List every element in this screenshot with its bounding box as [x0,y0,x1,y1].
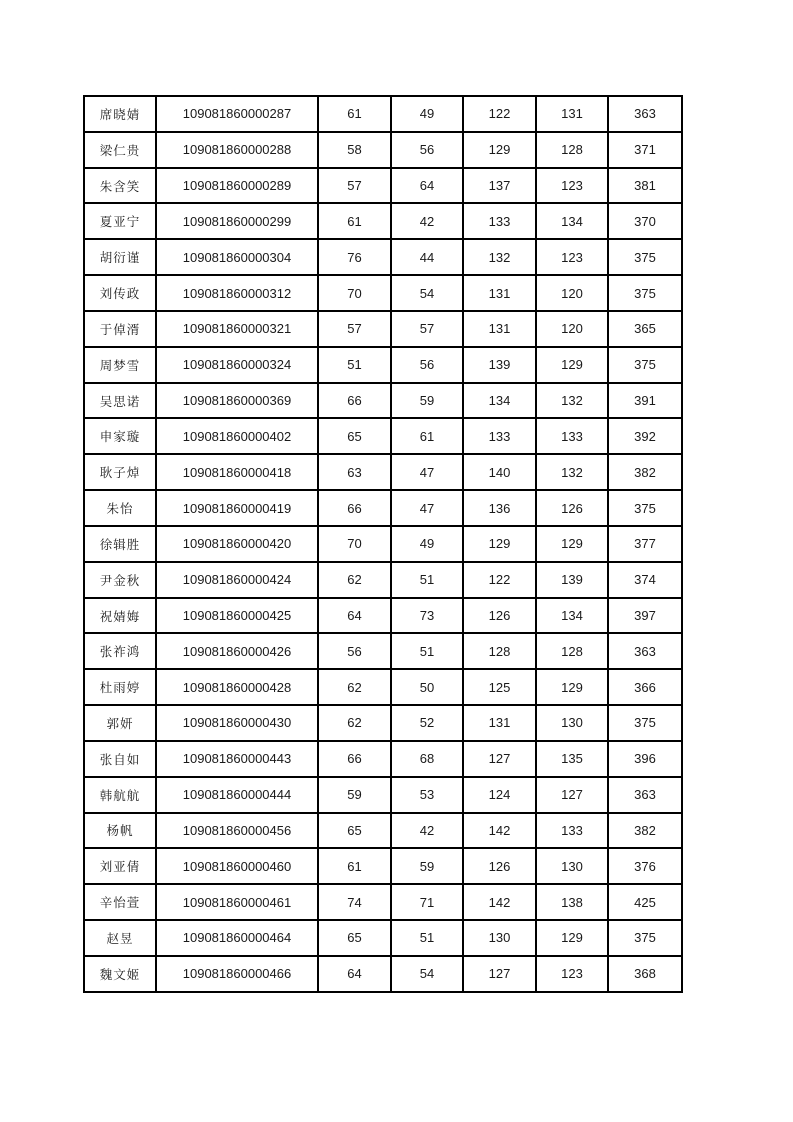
table-row [84,705,682,741]
cell-score1: 65 [318,813,391,849]
cell-score3: 130 [463,920,536,956]
cell-score4: 129 [536,669,608,705]
cell-score2: 51 [391,920,463,956]
cell-score1: 70 [318,275,391,311]
cell-score4: 123 [536,239,608,275]
cell-total: 374 [608,562,682,598]
cell-score2: 49 [391,96,463,132]
cell-exam_id: 109081860000426 [156,633,318,669]
cell-score4: 120 [536,275,608,311]
cell-score1: 57 [318,311,391,347]
cell-score1: 62 [318,669,391,705]
cell-total: 375 [608,275,682,311]
cell-name: 韩航航 [84,777,156,813]
cell-score1: 66 [318,741,391,777]
cell-score4: 129 [536,920,608,956]
score-table-body [84,96,682,992]
cell-name: 席晓婧 [84,96,156,132]
cell-score3: 125 [463,669,536,705]
cell-score4: 126 [536,490,608,526]
cell-exam_id: 109081860000420 [156,526,318,562]
cell-score3: 132 [463,239,536,275]
cell-name: 赵昱 [84,920,156,956]
cell-total: 368 [608,956,682,992]
cell-score4: 128 [536,132,608,168]
cell-score4: 134 [536,598,608,634]
cell-score1: 65 [318,418,391,454]
cell-score3: 127 [463,741,536,777]
cell-score4: 127 [536,777,608,813]
table-row [84,132,682,168]
cell-score1: 64 [318,598,391,634]
cell-score3: 131 [463,311,536,347]
cell-name: 徐辑胜 [84,526,156,562]
cell-score4: 129 [536,526,608,562]
cell-score1: 57 [318,168,391,204]
cell-name: 刘传政 [84,275,156,311]
score-table [83,95,683,993]
cell-score2: 47 [391,454,463,490]
cell-score4: 132 [536,383,608,419]
cell-exam_id: 109081860000466 [156,956,318,992]
table-row [84,741,682,777]
cell-score2: 68 [391,741,463,777]
cell-total: 366 [608,669,682,705]
table-row [84,96,682,132]
cell-score3: 127 [463,956,536,992]
cell-total: 391 [608,383,682,419]
cell-score2: 54 [391,275,463,311]
cell-total: 392 [608,418,682,454]
table-row [84,884,682,920]
cell-score1: 64 [318,956,391,992]
cell-name: 张自如 [84,741,156,777]
cell-score2: 53 [391,777,463,813]
table-row [84,454,682,490]
table-row [84,347,682,383]
cell-score3: 133 [463,418,536,454]
cell-score3: 131 [463,275,536,311]
table-row [84,669,682,705]
cell-name: 杜雨婷 [84,669,156,705]
table-row [84,848,682,884]
cell-score2: 42 [391,203,463,239]
cell-exam_id: 109081860000324 [156,347,318,383]
cell-name: 夏亚宁 [84,203,156,239]
cell-total: 370 [608,203,682,239]
cell-score4: 128 [536,633,608,669]
cell-score4: 134 [536,203,608,239]
cell-score1: 58 [318,132,391,168]
cell-exam_id: 109081860000424 [156,562,318,598]
cell-score2: 59 [391,848,463,884]
table-row [84,311,682,347]
cell-exam_id: 109081860000312 [156,275,318,311]
cell-score2: 56 [391,132,463,168]
cell-exam_id: 109081860000464 [156,920,318,956]
cell-score2: 59 [391,383,463,419]
cell-score1: 70 [318,526,391,562]
cell-exam_id: 109081860000402 [156,418,318,454]
cell-total: 365 [608,311,682,347]
cell-exam_id: 109081860000444 [156,777,318,813]
cell-name: 郭妍 [84,705,156,741]
cell-score3: 133 [463,203,536,239]
cell-score4: 131 [536,96,608,132]
cell-score1: 56 [318,633,391,669]
cell-score2: 57 [391,311,463,347]
cell-score2: 51 [391,562,463,598]
cell-score4: 130 [536,848,608,884]
table-row [84,239,682,275]
cell-score3: 122 [463,96,536,132]
table-row [84,168,682,204]
cell-total: 363 [608,777,682,813]
cell-score1: 59 [318,777,391,813]
cell-exam_id: 109081860000430 [156,705,318,741]
table-row [84,418,682,454]
cell-score4: 139 [536,562,608,598]
cell-score3: 122 [463,562,536,598]
cell-name: 申家璇 [84,418,156,454]
cell-name: 周梦雪 [84,347,156,383]
cell-score3: 139 [463,347,536,383]
cell-score2: 50 [391,669,463,705]
cell-name: 耿子焯 [84,454,156,490]
cell-score3: 136 [463,490,536,526]
cell-score2: 56 [391,347,463,383]
table-row [84,813,682,849]
cell-total: 382 [608,813,682,849]
cell-name: 张祚鸿 [84,633,156,669]
cell-exam_id: 109081860000321 [156,311,318,347]
cell-name: 辛怡萱 [84,884,156,920]
cell-exam_id: 109081860000443 [156,741,318,777]
cell-name: 朱怡 [84,490,156,526]
cell-score3: 131 [463,705,536,741]
cell-score1: 66 [318,383,391,419]
cell-total: 375 [608,920,682,956]
table-row [84,562,682,598]
cell-name: 魏文姬 [84,956,156,992]
cell-score2: 49 [391,526,463,562]
cell-total: 363 [608,96,682,132]
cell-exam_id: 109081860000369 [156,383,318,419]
table-row [84,383,682,419]
table-row [84,275,682,311]
cell-score4: 123 [536,168,608,204]
table-row [84,526,682,562]
cell-score1: 74 [318,884,391,920]
cell-score4: 138 [536,884,608,920]
cell-score2: 52 [391,705,463,741]
table-row [84,633,682,669]
cell-total: 376 [608,848,682,884]
cell-score1: 51 [318,347,391,383]
cell-score1: 61 [318,96,391,132]
table-row [84,598,682,634]
cell-name: 尹金秋 [84,562,156,598]
cell-total: 377 [608,526,682,562]
cell-score2: 61 [391,418,463,454]
cell-score2: 73 [391,598,463,634]
cell-exam_id: 109081860000461 [156,884,318,920]
cell-score2: 47 [391,490,463,526]
cell-total: 371 [608,132,682,168]
cell-total: 381 [608,168,682,204]
cell-name: 吴思诺 [84,383,156,419]
cell-exam_id: 109081860000425 [156,598,318,634]
cell-score4: 135 [536,741,608,777]
cell-exam_id: 109081860000418 [156,454,318,490]
cell-score3: 134 [463,383,536,419]
cell-score3: 128 [463,633,536,669]
cell-score2: 44 [391,239,463,275]
cell-score1: 65 [318,920,391,956]
cell-score1: 76 [318,239,391,275]
cell-exam_id: 109081860000428 [156,669,318,705]
cell-exam_id: 109081860000456 [156,813,318,849]
cell-total: 375 [608,705,682,741]
cell-score1: 61 [318,848,391,884]
cell-score1: 62 [318,705,391,741]
cell-total: 382 [608,454,682,490]
cell-total: 425 [608,884,682,920]
cell-name: 刘亚倩 [84,848,156,884]
cell-score3: 140 [463,454,536,490]
cell-score4: 132 [536,454,608,490]
cell-score2: 64 [391,168,463,204]
cell-score4: 133 [536,418,608,454]
cell-score4: 130 [536,705,608,741]
cell-name: 梁仁贵 [84,132,156,168]
cell-exam_id: 109081860000289 [156,168,318,204]
cell-exam_id: 109081860000304 [156,239,318,275]
cell-exam_id: 109081860000288 [156,132,318,168]
cell-name: 朱含笑 [84,168,156,204]
cell-exam_id: 109081860000299 [156,203,318,239]
cell-total: 397 [608,598,682,634]
cell-score1: 66 [318,490,391,526]
table-row [84,203,682,239]
cell-total: 375 [608,347,682,383]
cell-score1: 62 [318,562,391,598]
cell-total: 375 [608,490,682,526]
cell-total: 375 [608,239,682,275]
table-row [84,956,682,992]
cell-score2: 54 [391,956,463,992]
cell-score3: 142 [463,884,536,920]
table-row [84,490,682,526]
cell-score1: 63 [318,454,391,490]
cell-score3: 126 [463,598,536,634]
cell-score4: 123 [536,956,608,992]
cell-name: 于倬湑 [84,311,156,347]
cell-score4: 120 [536,311,608,347]
cell-score4: 133 [536,813,608,849]
table-row [84,920,682,956]
table-row [84,777,682,813]
cell-score3: 129 [463,526,536,562]
cell-score4: 129 [536,347,608,383]
cell-exam_id: 109081860000287 [156,96,318,132]
cell-total: 396 [608,741,682,777]
cell-exam_id: 109081860000419 [156,490,318,526]
cell-score1: 61 [318,203,391,239]
cell-name: 祝婧娒 [84,598,156,634]
cell-score3: 126 [463,848,536,884]
cell-score3: 124 [463,777,536,813]
cell-score3: 137 [463,168,536,204]
cell-exam_id: 109081860000460 [156,848,318,884]
cell-total: 363 [608,633,682,669]
cell-score2: 51 [391,633,463,669]
cell-score3: 142 [463,813,536,849]
cell-score2: 71 [391,884,463,920]
cell-name: 胡衍谨 [84,239,156,275]
cell-score3: 129 [463,132,536,168]
cell-name: 杨帆 [84,813,156,849]
cell-score2: 42 [391,813,463,849]
